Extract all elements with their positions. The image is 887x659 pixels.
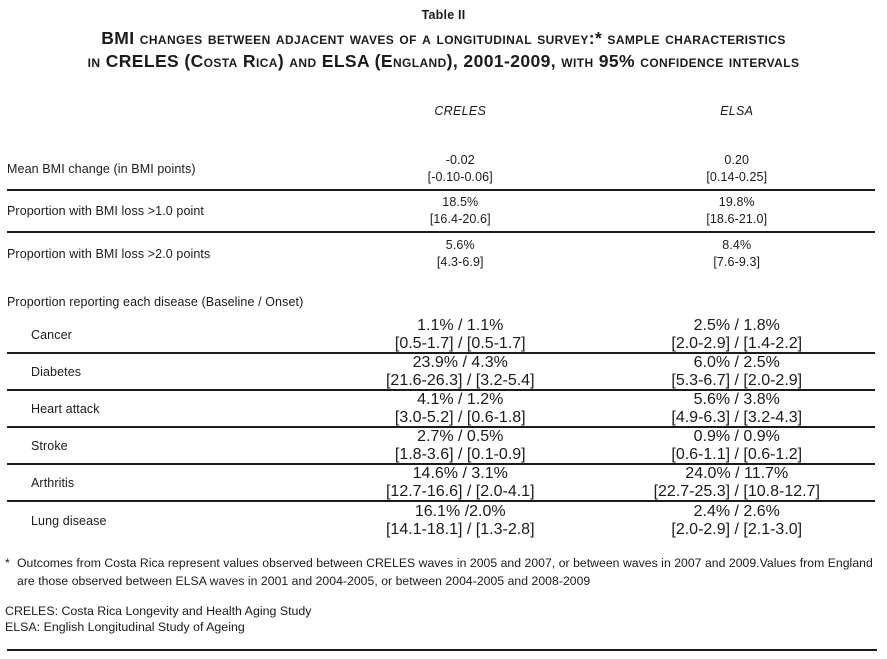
- row-label: Stroke: [31, 438, 68, 453]
- row-label: Heart attack: [31, 401, 100, 416]
- creles-ci: [14.1-18.1] / [1.3-2.8]: [385, 520, 535, 538]
- elsa-ci: [18.6-21.0]: [706, 212, 768, 226]
- elsa-cell: [599, 355, 876, 388]
- elsa-cell: [599, 152, 876, 186]
- row-label: Cancer: [31, 327, 72, 342]
- creles-cell: [322, 392, 599, 425]
- creles-ci: [3.0-5.2] / [0.6-1.8]: [394, 408, 526, 426]
- creles-value: 4.1% / 1.2%: [417, 390, 504, 408]
- section-label-diseases: Proportion reporting each disease (Baseline / Onset): [7, 295, 304, 309]
- elsa-cell: [599, 194, 876, 228]
- creles-value: 23.9% / 4.3%: [412, 353, 508, 371]
- table-caption: [0, 8, 887, 73]
- creles-ci: [21.6-26.3] / [3.2-5.4]: [385, 371, 535, 389]
- elsa-ci: [4.9-6.3] / [3.2-4.3]: [671, 408, 803, 426]
- creles-cell: [322, 503, 599, 538]
- table-row-heart-attack: [7, 391, 875, 428]
- elsa-value: 8.4%: [722, 238, 752, 252]
- column-header-elsa: ELSA: [720, 104, 754, 118]
- table-row-arthritis: [7, 465, 875, 502]
- creles-value: 14.6% / 3.1%: [412, 464, 508, 482]
- creles-value: -0.02: [445, 153, 475, 167]
- row-label: Diabetes: [31, 364, 82, 379]
- elsa-value: 19.8%: [718, 195, 755, 209]
- data-table: [7, 103, 875, 275]
- creles-value: 16.1% /2.0%: [414, 502, 506, 520]
- elsa-cell: [599, 429, 876, 462]
- table-row-diabetes: [7, 354, 875, 391]
- elsa-ci: [22.7-25.3] / [10.8-12.7]: [653, 482, 820, 500]
- elsa-ci: [0.6-1.1] / [0.6-1.2]: [671, 445, 803, 463]
- creles-value: 1.1% / 1.1%: [417, 316, 504, 334]
- creles-cell: [322, 194, 599, 228]
- elsa-value: 2.5% / 1.8%: [693, 316, 780, 334]
- elsa-cell: [599, 392, 876, 425]
- table-row-stroke: [7, 428, 875, 465]
- elsa-ci: [2.0-2.9] / [2.1-3.0]: [671, 520, 803, 538]
- creles-cell: [322, 152, 599, 186]
- creles-ci: [16.4-20.6]: [429, 212, 491, 226]
- creles-ci: [-0.10-0.06]: [427, 170, 493, 184]
- row-label: Mean BMI change (in BMI points): [7, 162, 196, 176]
- table-row-cancer: [7, 317, 875, 354]
- elsa-value: 0.20: [724, 153, 750, 167]
- creles-cell: [322, 236, 599, 272]
- elsa-cell: [599, 236, 876, 272]
- header-empty-cell: [7, 103, 322, 119]
- footnote-star-text: Outcomes from Costa Rica represent values observed between CRELES waves in 2005 and 2007, or between waves in 2007 and 2009.Values from England are those observed between ELSA waves in 2001 and 2004-2005, or between 2004-2005 and 2008-2009: [17, 556, 873, 588]
- creles-ci: [4.3-6.9]: [436, 255, 484, 269]
- row-label: Lung disease: [31, 513, 107, 528]
- table-title-line2: in CRELES (Costa Rica) and ELSA (England), 2001-2009, with 95% confidence intervals: [87, 51, 800, 71]
- elsa-ci: [0.14-0.25]: [706, 170, 768, 184]
- creles-ci: [1.8-3.6] / [0.1-0.9]: [394, 445, 526, 463]
- table-row-bmi-loss-2: [7, 233, 875, 275]
- row-label: Proportion with BMI loss >1.0 point: [7, 204, 204, 218]
- elsa-value: 2.4% / 2.6%: [693, 502, 780, 520]
- elsa-value: 24.0% / 11.7%: [685, 464, 789, 482]
- creles-cell: [322, 429, 599, 462]
- creles-cell: [322, 318, 599, 351]
- table-header-row: [7, 103, 875, 119]
- abbreviation-elsa: ELSA: English Longitudinal Study of Ageing: [5, 619, 245, 634]
- elsa-value: 5.6% / 3.8%: [693, 390, 780, 408]
- elsa-ci: [2.0-2.9] / [1.4-2.2]: [671, 334, 803, 352]
- elsa-value: 6.0% / 2.5%: [693, 353, 780, 371]
- abbreviations: [5, 604, 875, 635]
- footnote-star: [5, 554, 875, 590]
- abbreviation-creles: CRELES: Costa Rica Longevity and Health Aging Study: [5, 604, 312, 618]
- creles-ci: [12.7-16.6] / [2.0-4.1]: [385, 482, 535, 500]
- elsa-ci: [5.3-6.7] / [2.0-2.9]: [671, 371, 803, 389]
- table-row-bmi-loss-1: [7, 191, 875, 233]
- table-row-lung-disease: [7, 502, 875, 539]
- table-row-mean-bmi-change: [7, 149, 875, 191]
- creles-value: 2.7% / 0.5%: [417, 427, 504, 445]
- creles-cell: [322, 355, 599, 388]
- elsa-cell: [599, 466, 876, 499]
- table-number: Table II: [421, 8, 466, 22]
- creles-value: 5.6%: [445, 238, 475, 252]
- elsa-value: 0.9% / 0.9%: [693, 427, 780, 445]
- column-header-creles: CRELES: [434, 104, 487, 118]
- creles-value: 18.5%: [442, 195, 479, 209]
- row-label: Arthritis: [31, 475, 75, 490]
- row-label: Proportion with BMI loss >2.0 points: [7, 247, 211, 261]
- creles-cell: [322, 466, 599, 499]
- creles-ci: [0.5-1.7] / [0.5-1.7]: [394, 334, 526, 352]
- elsa-ci: [7.6-9.3]: [713, 255, 761, 269]
- elsa-cell: [599, 318, 876, 351]
- bottom-rule: [7, 649, 877, 651]
- table-title-line1: BMI changes between adjacent waves of a longitudinal survey:* sample characteristics: [101, 28, 786, 48]
- footnote-star-symbol: *: [5, 556, 10, 570]
- disease-table: [7, 317, 875, 539]
- elsa-cell: [599, 503, 876, 538]
